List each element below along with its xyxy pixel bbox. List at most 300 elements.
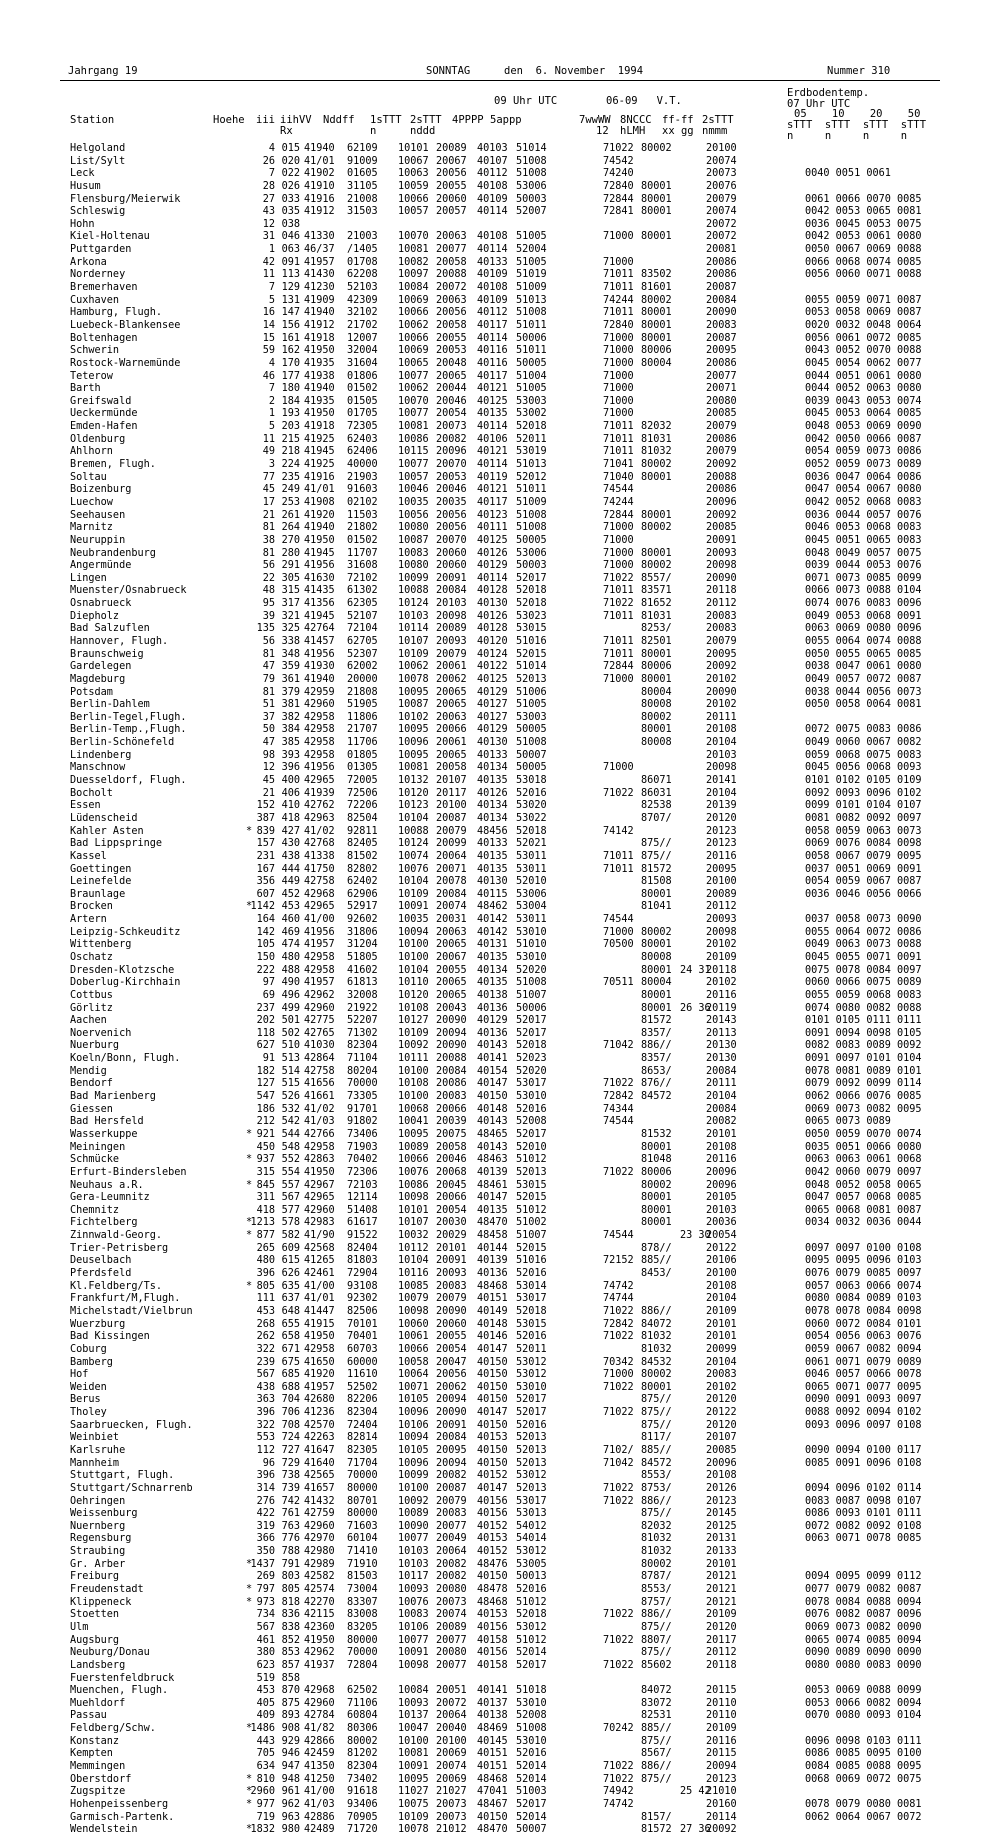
station-name: Weiden [70, 1381, 107, 1393]
4pppp-value: 47041 [477, 1786, 508, 1798]
1sttt-value: 10107 [398, 1217, 429, 1229]
5appp-value: 53011 [516, 863, 547, 875]
station-name: Schmücke [70, 1154, 120, 1166]
4pppp-value: 40150 [477, 1457, 508, 1469]
station-name: Husum [70, 180, 101, 192]
2sttt-value: 20055 [436, 332, 467, 344]
2sttt-min-value: 20085 [706, 522, 737, 534]
station-name: Osnabrueck [70, 598, 132, 610]
7www-value: 74344 [603, 1103, 634, 1115]
4pppp-value: 40134 [477, 964, 508, 976]
8nccc-value: 80001 [641, 193, 672, 205]
hoehe-value: 810 [256, 1773, 275, 1785]
4pppp-value: 40114 [477, 206, 508, 218]
station-name: Freiburg [70, 1571, 120, 1583]
erdboden-values: 0036 0045 0053 0075 [805, 218, 922, 230]
5appp-value: 53010 [516, 1735, 547, 1747]
8nccc-value: 81601 [641, 282, 672, 294]
4pppp-value: 40147 [477, 1482, 508, 1494]
1sttt-value: 10112 [398, 1242, 429, 1254]
nddff-value: 80002 [347, 1735, 378, 1747]
table-row [70, 927, 940, 940]
nddff-value: 72904 [347, 1268, 378, 1280]
2sttt-value: 20091 [436, 1419, 467, 1431]
1sttt-value: 10098 [398, 1305, 429, 1317]
station-name: Luebeck-Blankensee [70, 319, 181, 331]
iihvv-value: 42983 [304, 1217, 335, 1229]
nddff-value: 12114 [347, 1192, 378, 1204]
8nccc-value: 8567/ [641, 1748, 672, 1760]
station-name: Bocholt [70, 787, 113, 799]
iii-value: 838 [281, 1621, 300, 1633]
5appp-value: 51010 [516, 939, 547, 951]
iihvv-value: 42766 [304, 1128, 335, 1140]
iihvv-value: 41950 [304, 1634, 335, 1646]
iihvv-value: 41916 [304, 471, 335, 483]
8nccc-value: 80002 [641, 1369, 672, 1381]
station-name: Wendelstein [70, 1824, 138, 1836]
iihvv-value: 42960 [304, 699, 335, 711]
table-row [70, 1483, 940, 1496]
8nccc-value: 80001 [641, 547, 672, 559]
4pppp-value: 48469 [477, 1723, 508, 1735]
hoehe-value: 45 [262, 775, 275, 787]
7www-value: 71022 [603, 1761, 634, 1772]
hoehe-value: 366 [256, 1533, 275, 1545]
8nccc-value: 80002 [641, 143, 672, 154]
hoehe-value: 50 [262, 724, 275, 736]
iii-value: 235 [281, 471, 300, 483]
4pppp-value: 40124 [477, 648, 508, 660]
station-name: Pferdsfeld [70, 1268, 132, 1280]
5appp-value: 53012 [516, 1369, 547, 1381]
iii-value: 908 [281, 1723, 300, 1735]
erdboden-values: 0050 0055 0065 0085 [805, 648, 922, 660]
iihvv-value: 42959 [304, 686, 335, 698]
iihvv-value: 41950 [304, 1166, 335, 1178]
hoehe-value: 937 [256, 1154, 275, 1166]
8nccc-value: 80006 [641, 661, 672, 673]
erdboden-values: 0076 0082 0087 0096 [805, 1609, 922, 1621]
2sttt-value: 20055 [436, 964, 467, 976]
table-row [70, 1116, 940, 1129]
hoehe-value: 1832 [250, 1824, 275, 1836]
1sttt-value: 10096 [398, 1457, 429, 1469]
iihvv-value: 42864 [304, 1053, 335, 1065]
erdboden-values: 0044 0051 0061 0080 [805, 370, 922, 382]
8nccc-value: 80001 [641, 1381, 672, 1393]
7www-value: 71022 [603, 143, 634, 154]
nddff-value: 70905 [347, 1811, 378, 1823]
station-name: Bremerhaven [70, 282, 138, 294]
hoehe-value: 56 [262, 560, 275, 572]
5appp-value: 52008 [516, 1710, 547, 1722]
table-row [70, 952, 940, 965]
nddff-value: 71302 [347, 1027, 378, 1039]
table-row [70, 269, 940, 282]
2sttt-min-value: 20126 [706, 1482, 737, 1494]
erdboden-values: 0047 0054 0067 0080 [805, 484, 922, 496]
table-row [70, 1104, 940, 1117]
iii-value: 875 [281, 1697, 300, 1709]
iii-value: 818 [281, 1596, 300, 1608]
station-name: Berlin-Temp.,Flugh. [70, 724, 187, 736]
iii-value: 526 [281, 1091, 300, 1103]
station-name: Berlin-Schönefeld [70, 737, 175, 749]
table-row [70, 636, 940, 649]
iihvv-value: 41/01 [304, 155, 335, 167]
4pppp-value: 40150 [477, 1381, 508, 1393]
2sttt-value: 20084 [436, 888, 467, 900]
iihvv-value: 41935 [304, 357, 335, 369]
nddff-value: 41602 [347, 964, 378, 976]
1sttt-value: 10111 [398, 1053, 429, 1065]
iihvv-value: 41656 [304, 1078, 335, 1090]
5appp-value: 52014 [516, 1773, 547, 1785]
2sttt-min-value: 20120 [706, 1394, 737, 1406]
nddff-value: 11706 [347, 737, 378, 749]
hoehe-value: 45 [262, 484, 275, 496]
iii-value: 361 [281, 673, 300, 685]
iihvv-value: 42459 [304, 1748, 335, 1760]
2sttt-min-value: 20095 [706, 863, 737, 875]
nddff-value: 51805 [347, 952, 378, 963]
2sttt-min-value: 20121 [706, 1584, 737, 1596]
iii-value: 035 [281, 206, 300, 218]
8nccc-value: 885// [641, 1255, 672, 1267]
col-8nccc-sub: hLMH [620, 125, 646, 137]
iihvv-value: 41250 [304, 1773, 335, 1785]
table-row [70, 674, 940, 687]
8nccc-value: 81032 [641, 1331, 672, 1343]
table-row [70, 1761, 940, 1774]
1sttt-value: 10087 [398, 534, 429, 546]
nddff-value: 52103 [347, 282, 378, 294]
iihvv-value: 42980 [304, 1546, 335, 1558]
table-row [70, 194, 940, 207]
hoehe-value: 135 [256, 623, 275, 635]
group-header-erdboden: Erdbodentemp. [787, 87, 870, 99]
iihvv-value: 42568 [304, 1242, 335, 1254]
1sttt-value: 10056 [398, 509, 429, 521]
5appp-value: 53012 [516, 1546, 547, 1558]
table-row [70, 1230, 940, 1243]
station-name: Chemnitz [70, 1204, 120, 1216]
2sttt-value: 20047 [436, 1356, 467, 1368]
1sttt-value: 10092 [398, 1040, 429, 1052]
2sttt-min-value: 20096 [706, 1179, 737, 1191]
1sttt-value: 10077 [398, 1634, 429, 1646]
station-name: Hamburg, Flugh. [70, 307, 163, 319]
8nccc-value: 886// [641, 1761, 672, 1772]
4pppp-value: 40128 [477, 623, 508, 635]
iihvv-value: 42768 [304, 838, 335, 850]
iihvv-value: 41030 [304, 1040, 335, 1052]
2sttt-min-value: 20090 [706, 686, 737, 698]
iihvv-value: 42565 [304, 1470, 335, 1482]
2sttt-min-value: 20096 [706, 496, 737, 508]
iii-value: 515 [281, 1078, 300, 1090]
2sttt-min-value: 20091 [706, 534, 737, 546]
iii-value: 020 [281, 155, 300, 167]
iihvv-value: 41912 [304, 206, 335, 218]
nddff-value: 60104 [347, 1533, 378, 1545]
col-nddff: Nddff [323, 114, 355, 126]
table-row [70, 1698, 940, 1711]
erdboden-values: 0036 0046 0056 0066 [805, 888, 922, 900]
station-name: Görlitz [70, 1002, 113, 1014]
erdboden-values: 0072 0082 0092 0108 [805, 1520, 922, 1532]
5appp-value: 51012 [516, 1154, 547, 1166]
5appp-value: 52016 [516, 1268, 547, 1280]
iihvv-value: 41650 [304, 1356, 335, 1368]
1sttt-value: 10104 [398, 876, 429, 888]
iii-value: 791 [281, 1558, 300, 1570]
2sttt-min-value: 20110 [706, 1697, 737, 1709]
8nccc-value: 83072 [641, 1697, 672, 1709]
iii-value: 761 [281, 1508, 300, 1520]
1sttt-value: 10090 [398, 1520, 429, 1532]
iii-value: 215 [281, 433, 300, 445]
2sttt-min-value: 20093 [706, 547, 737, 559]
iihvv-value: 42758 [304, 876, 335, 888]
2sttt-min-value: 20112 [706, 1647, 737, 1659]
5appp-value: 51005 [516, 383, 547, 395]
iii-value: 406 [281, 787, 300, 799]
nddff-value: 20000 [347, 673, 378, 685]
station-name: Nuerburg [70, 1040, 120, 1052]
1sttt-value: 10124 [398, 598, 429, 610]
table-row [70, 914, 940, 927]
erdboden-values: 0020 0032 0048 0064 [805, 319, 922, 331]
nddff-value: 52307 [347, 648, 378, 660]
hoehe-value: 519 [256, 1672, 275, 1684]
iii-value: 026 [281, 180, 300, 192]
nddff-value: 01502 [347, 383, 378, 395]
2sttt-value: 20043 [436, 1002, 467, 1014]
8nccc-value: 886// [641, 1305, 672, 1317]
hoehe-value: 47 [262, 661, 275, 673]
table-row [70, 876, 940, 889]
table-row [70, 775, 940, 788]
erdboden-values: 0042 0053 0061 0080 [805, 231, 922, 243]
8nccc-value: 82538 [641, 800, 672, 812]
2sttt-min-value: 20112 [706, 901, 737, 913]
station-name: Hannover, Flugh. [70, 635, 169, 647]
nddff-value: 60000 [347, 1356, 378, 1368]
7www-value: 72844 [603, 509, 634, 521]
nddff-value: 21808 [347, 686, 378, 698]
1sttt-value: 10041 [398, 1116, 429, 1128]
7www-value: 71022 [603, 1482, 634, 1494]
hoehe-value: 237 [256, 1002, 275, 1014]
1sttt-value: 10100 [398, 1482, 429, 1494]
7www-value: 71000 [603, 345, 634, 357]
hoehe-value: 212 [256, 1116, 275, 1128]
nddff-value: 21707 [347, 724, 378, 736]
hoehe-value: 21 [262, 787, 275, 799]
4pppp-value: 40114 [477, 572, 508, 584]
station-name: Hohenpeissenberg [70, 1798, 169, 1810]
nddff-value: 01705 [347, 408, 378, 420]
7www-value: 72152 [603, 1255, 634, 1267]
col-2sttt: 2sTTT [410, 114, 442, 126]
erdboden-values: 0083 0087 0098 0107 [805, 1495, 922, 1507]
2sttt-value: 20094 [436, 1394, 467, 1406]
erdboden-values: 0050 0059 0070 0074 [805, 1128, 922, 1140]
2sttt-value: 20090 [436, 1040, 467, 1052]
8nccc-value: 80001 [641, 724, 672, 736]
table-row [70, 851, 940, 864]
nddff-value: 92602 [347, 914, 378, 926]
2sttt-min-value: 20072 [706, 218, 737, 230]
iihvv-value: 42962 [304, 989, 335, 1001]
5appp-value: 53019 [516, 446, 547, 458]
2sttt-value: 20100 [436, 1735, 467, 1747]
8nccc-value: 80002 [641, 560, 672, 572]
station-name: Kassel [70, 850, 107, 862]
7www-value: 70500 [603, 939, 634, 951]
7www-value: 70342 [603, 1356, 634, 1368]
2sttt-value: 20082 [436, 1571, 467, 1583]
iii-value: 738 [281, 1470, 300, 1482]
iii-value: 532 [281, 1103, 300, 1115]
iihvv-value: 41957 [304, 939, 335, 951]
iii-value: 224 [281, 459, 300, 471]
table-row [70, 1609, 940, 1622]
nddff-value: 31204 [347, 939, 378, 951]
erdboden-values: 0074 0080 0082 0088 [805, 1002, 922, 1014]
7www-value: 74544 [603, 1230, 634, 1242]
7www-value: 71000 [603, 926, 634, 938]
nddff-value: 81503 [347, 1571, 378, 1583]
nddff-value: 72005 [347, 775, 378, 787]
table-row [70, 1369, 940, 1382]
1sttt-value: 10105 [398, 1444, 429, 1456]
2sttt-value: 20046 [436, 395, 467, 407]
erdboden-values: 0076 0079 0085 0097 [805, 1268, 922, 1280]
erdboden-values: 0054 0059 0073 0086 [805, 446, 922, 458]
5appp-value: 52016 [516, 1419, 547, 1431]
5appp-value: 51016 [516, 635, 547, 647]
iii-value: 742 [281, 1495, 300, 1507]
8nccc-value: 80006 [641, 345, 672, 357]
iii-value: 706 [281, 1407, 300, 1419]
5appp-value: 51009 [516, 282, 547, 294]
hoehe-value: 91 [262, 1053, 275, 1065]
7www-value: 74142 [603, 825, 634, 837]
5appp-value: 53015 [516, 623, 547, 635]
7www-value: 72840 [603, 180, 634, 192]
station-name: Meiningen [70, 1141, 126, 1153]
2sttt-value: 20091 [436, 1255, 467, 1267]
nddff-value: 52917 [347, 901, 378, 913]
station-name: Luechow [70, 496, 113, 508]
5appp-value: 51011 [516, 484, 547, 496]
8nccc-value: 80002 [641, 522, 672, 534]
5appp-value: 50006 [516, 1002, 547, 1014]
station-name: Stoetten [70, 1609, 120, 1621]
col-ffff: ff-ff [662, 114, 694, 126]
erdboden-values: 0075 0078 0084 0097 [805, 964, 922, 976]
erdboden-values: 0090 0094 0100 0117 [805, 1444, 922, 1456]
table-row [70, 1053, 940, 1066]
2sttt-value: 20074 [436, 1609, 467, 1621]
5appp-value: 53023 [516, 610, 547, 622]
2sttt-value: 20101 [436, 1242, 467, 1254]
2sttt-min-value: 20074 [706, 155, 737, 167]
8nccc-value: 8157/ [641, 1811, 672, 1823]
4pppp-value: 40143 [477, 1116, 508, 1128]
table-row [70, 206, 940, 219]
4pppp-value: 40121 [477, 484, 508, 496]
erdboden-values: 0068 0069 0072 0075 [805, 1773, 922, 1785]
7www-value: 71000 [603, 256, 634, 268]
2sttt-min-value: 20113 [706, 1027, 737, 1039]
2sttt-value: 20072 [436, 282, 467, 294]
erdboden-values: 0063 0071 0078 0085 [805, 1533, 922, 1545]
1sttt-value: 10046 [398, 484, 429, 496]
1sttt-value: 10110 [398, 977, 429, 989]
station-name: Deuselbach [70, 1255, 132, 1267]
2sttt-min-value: 20085 [706, 1444, 737, 1456]
erdboden-values: 0046 0057 0066 0078 [805, 1369, 922, 1381]
table-row [70, 333, 940, 346]
hoehe-value: 977 [256, 1798, 275, 1810]
nddff-value: 31806 [347, 926, 378, 938]
mountain-marker: * [246, 1584, 253, 1596]
4pppp-value: 40154 [477, 1065, 508, 1077]
5appp-value: 51013 [516, 459, 547, 471]
5appp-value: 53018 [516, 775, 547, 787]
erdboden-values: 0048 0049 0057 0075 [805, 547, 922, 559]
2sttt-min-value: 21010 [706, 1786, 737, 1798]
iihvv-value: 41750 [304, 863, 335, 875]
1sttt-value: 10061 [398, 1331, 429, 1343]
iihvv-value: 41957 [304, 1381, 335, 1393]
7www-value: 71011 [603, 610, 634, 622]
1sttt-value: 10089 [398, 1141, 429, 1153]
5appp-value: 51008 [516, 1723, 547, 1735]
col-2sttt-min-sub: nmmm [702, 125, 728, 137]
5appp-value: 53017 [516, 1495, 547, 1507]
4pppp-value: 40138 [477, 989, 508, 1001]
8nccc-value: 875// [641, 1419, 672, 1431]
4pppp-value: 40116 [477, 345, 508, 357]
mountain-marker: * [246, 1128, 253, 1140]
1sttt-value: 10127 [398, 1015, 429, 1027]
4pppp-value: 40131 [477, 939, 508, 951]
erdboden-values: 0045 0051 0065 0083 [805, 534, 922, 546]
table-row [70, 143, 940, 156]
4pppp-value: 40114 [477, 421, 508, 433]
8nccc-value: 84572 [641, 1457, 672, 1469]
5appp-value: 53006 [516, 888, 547, 900]
iihvv-value: 42958 [304, 749, 335, 761]
erdboden-values: 0084 0085 0088 0095 [805, 1761, 922, 1772]
nddff-value: 61813 [347, 977, 378, 989]
iii-value: 671 [281, 1343, 300, 1355]
5appp-value: 51005 [516, 699, 547, 711]
8nccc-value: 81031 [641, 433, 672, 445]
4pppp-value: 40135 [477, 863, 508, 875]
nddff-value: 62208 [347, 269, 378, 281]
iihvv-value: 42759 [304, 1508, 335, 1520]
iihvv-value: 42886 [304, 1811, 335, 1823]
hoehe-value: 405 [256, 1697, 275, 1709]
7www-value: 71011 [603, 635, 634, 647]
2sttt-min-value: 20107 [706, 1432, 737, 1444]
